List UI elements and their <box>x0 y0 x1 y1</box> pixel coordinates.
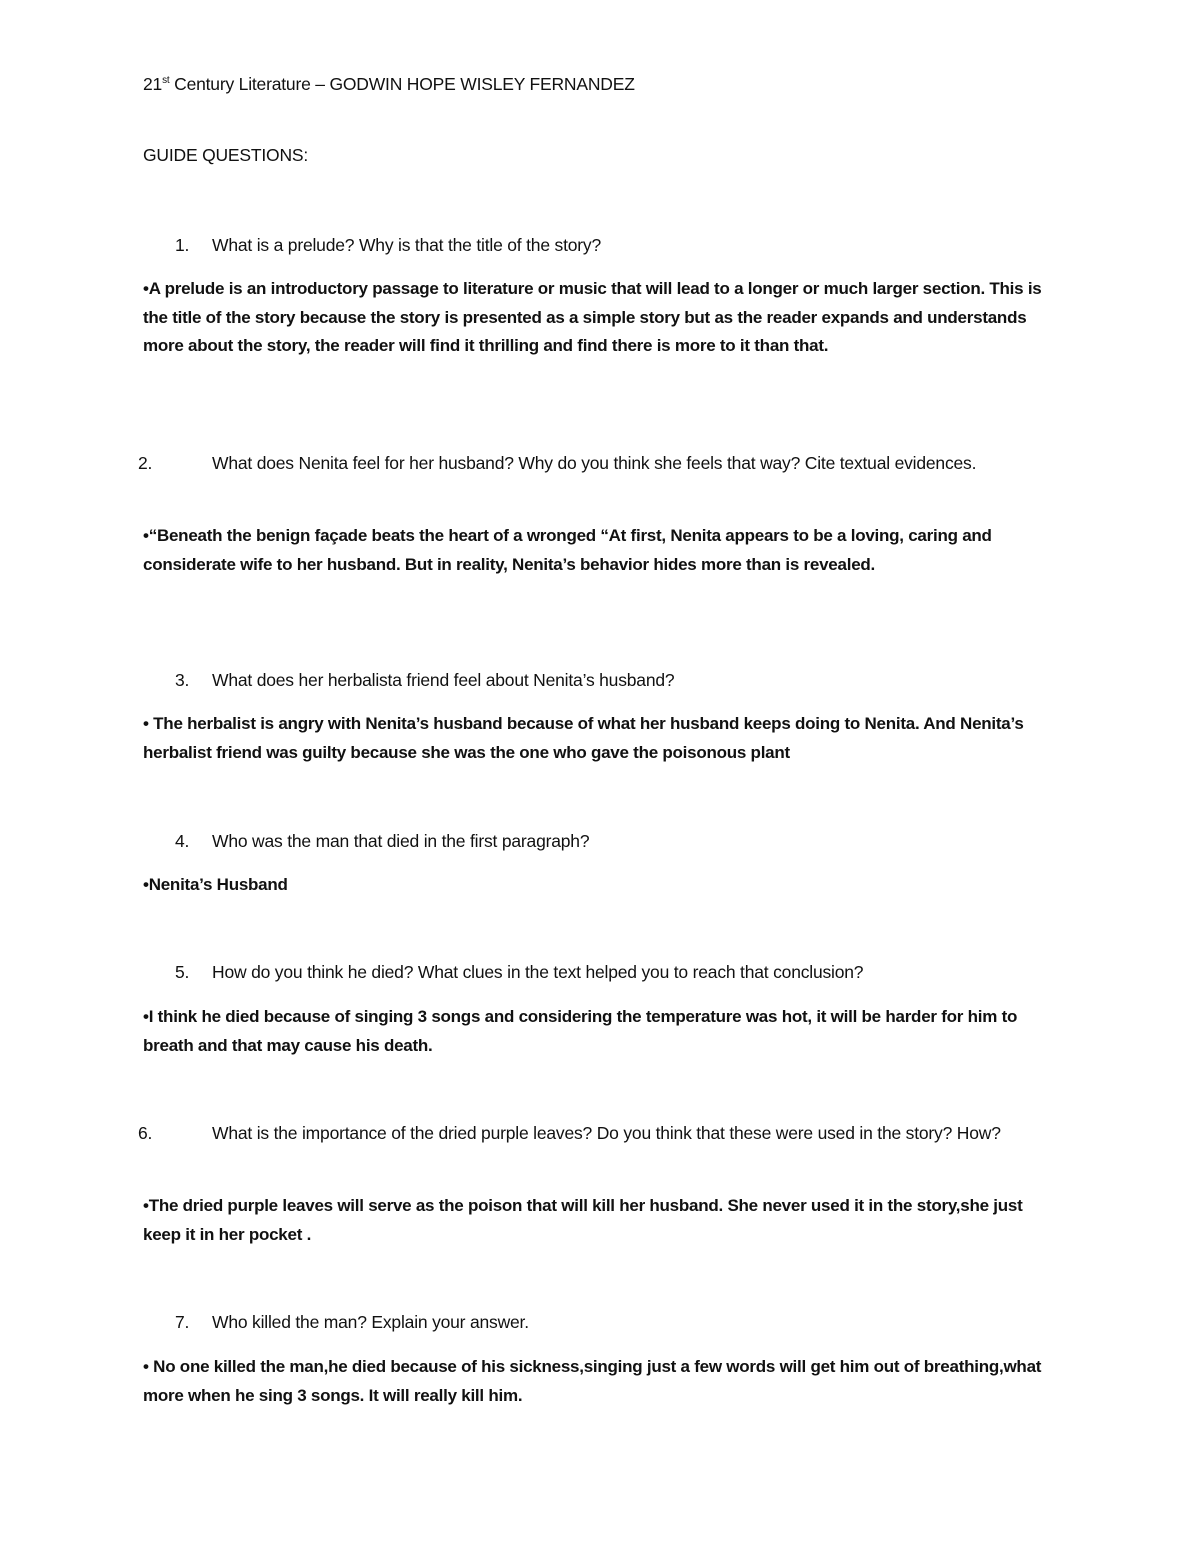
question-2 <box>138 449 1047 478</box>
question-1 <box>175 231 1045 260</box>
question-text: Who killed the man? Explain your answer. <box>212 1312 529 1332</box>
answer-7: • No one killed the man,he died because of his sickness,singing just a few words will get him out of breathing,what more when he sing 3 songs. It will really kill him. <box>143 1357 1042 1405</box>
question-4 <box>175 827 1045 856</box>
question-number: 7. <box>175 1312 190 1332</box>
question-number: 2. <box>138 453 153 473</box>
question-number: 5. <box>175 962 190 982</box>
question-number: 3. <box>175 670 190 690</box>
question-text: What does Nenita feel for her husband? Why do you think she feels that way? Cite textual evidences. <box>212 453 977 473</box>
answer-1: •A prelude is an introductory passage to literature or music that will lead to a longer or much larger section. This is the title of the story because the story is presented as a simple story but as the reader expands and understands more about the story, the reader will find it thrilling and find there is more to it than that. <box>143 279 1042 356</box>
answer-5: •I think he died because of singing 3 songs and considering the temperature was hot, it will be harder for him to breath and that may cause his death. <box>143 1007 1018 1055</box>
header-prefix: 21 <box>143 74 163 94</box>
question-text: What is a prelude? Why is that the title of the story? <box>212 235 601 255</box>
question-6 <box>138 1119 1047 1148</box>
guide-questions-heading: GUIDE QUESTIONS: <box>143 145 309 165</box>
question-text: What does her herbalista friend feel about Nenita’s husband? <box>212 670 675 690</box>
answer-6: •The dried purple leaves will serve as the poison that will kill her husband. She never used it in the story,she just keep it in her pocket . <box>143 1196 1023 1244</box>
question-text: Who was the man that died in the first paragraph? <box>212 831 590 851</box>
answer-3: • The herbalist is angry with Nenita’s husband because of what her husband keeps doing to Nenita. And Nenita’s herbalist friend was guilty because she was the one who gave the poisonous plant <box>143 714 1024 762</box>
question-text: What is the importance of the dried purple leaves? Do you think that these were used in the story? How? <box>212 1123 1001 1143</box>
question-number: 1. <box>175 235 190 255</box>
question-7 <box>175 1308 1045 1337</box>
header-rest: Century Literature – GODWIN HOPE WISLEY FERNANDEZ <box>169 74 635 94</box>
answer-2: •“Beneath the benign façade beats the heart of a wronged “At first, Nenita appears to be a loving, caring and considerate wife to her husband. But in reality, Nenita’s behavior hides more than is revealed. <box>143 526 992 574</box>
question-number: 6. <box>138 1123 153 1143</box>
document-header <box>143 74 635 95</box>
question-5 <box>175 958 1045 987</box>
question-text: How do you think he died? What clues in the text helped you to reach that conclusion? <box>212 962 864 982</box>
header-superscript: st <box>162 75 170 87</box>
answer-4: •Nenita’s Husband <box>143 875 288 894</box>
question-number: 4. <box>175 831 190 851</box>
question-3 <box>175 666 1045 695</box>
